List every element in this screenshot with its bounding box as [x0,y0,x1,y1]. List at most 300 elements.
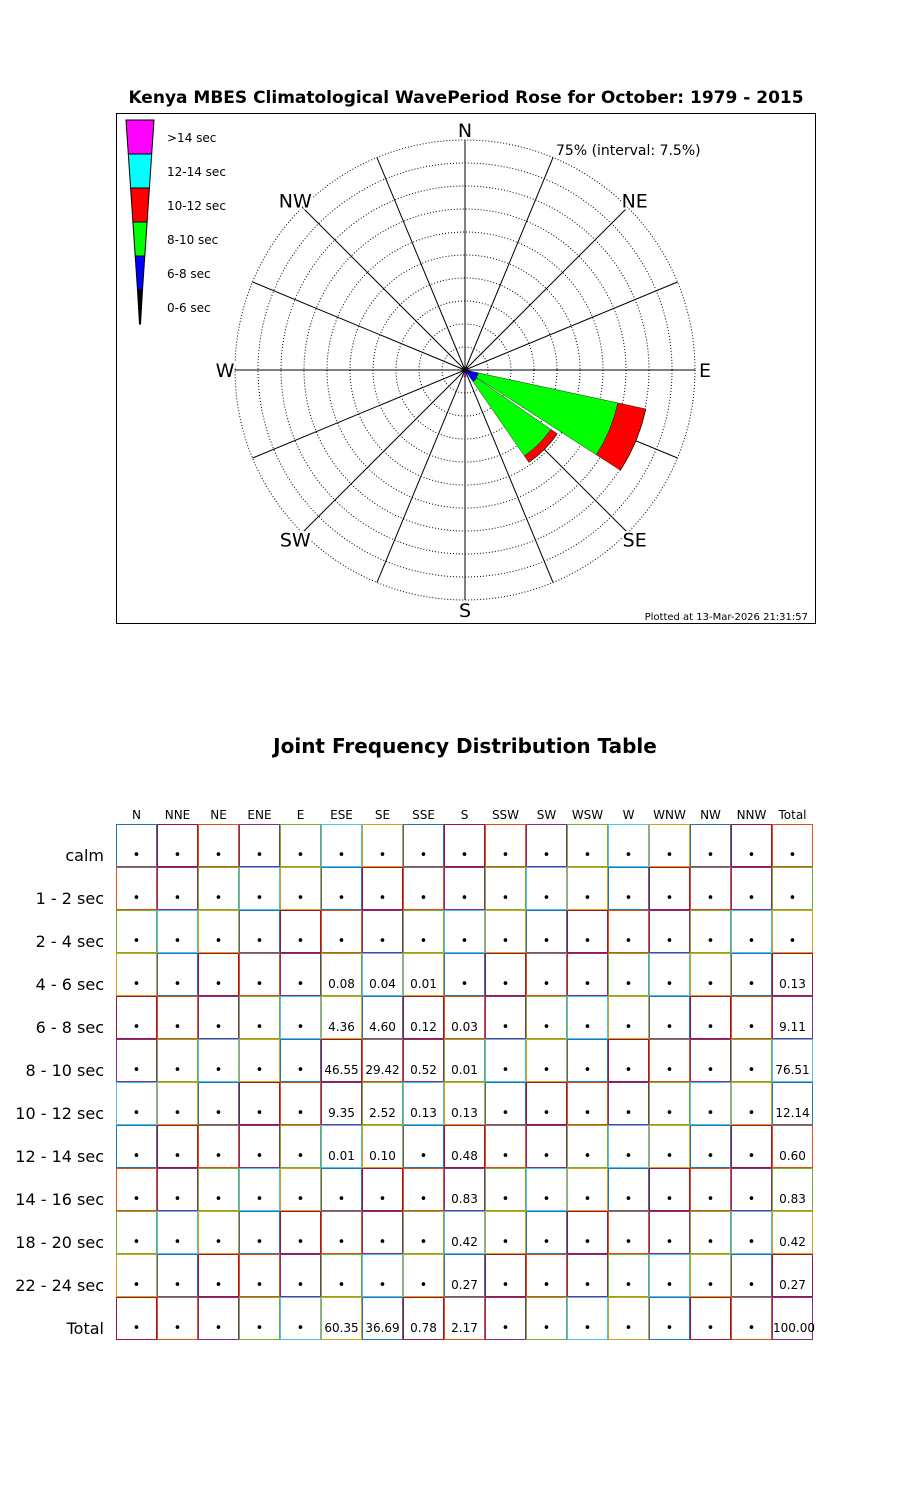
cell-value: • [132,891,141,906]
table-cell [362,1211,403,1254]
table-cell [649,910,690,953]
table-title: Joint Frequency Distribution Table [273,734,657,758]
cell-value: 12.14 [775,1106,810,1120]
table-cell [362,867,403,910]
table-cell [362,1082,403,1125]
cell-value: • [296,1278,305,1293]
cell-value: • [583,1278,592,1293]
table-cell [321,1254,362,1297]
table-cell [485,1211,526,1254]
table-cell [362,1039,403,1082]
table-cell [444,1039,485,1082]
table-cell [567,953,608,996]
table-cell [526,867,567,910]
cell-value: • [788,934,797,949]
cell-value: • [378,1192,387,1207]
cell-value: 0.01 [410,977,437,991]
table-cell [772,996,813,1039]
cell-value: • [296,934,305,949]
table-cell [403,1082,444,1125]
table-cell [608,1211,649,1254]
row-label: 10 - 12 sec [15,1104,104,1123]
cell-value: • [665,1235,674,1250]
plotted-timestamp: Plotted at 13-Mar-2026 21:31:57 [644,612,808,623]
row-label: 2 - 4 sec [35,932,104,951]
cell-value: • [255,1020,264,1035]
cell-value: • [337,891,346,906]
cell-value: • [337,1278,346,1293]
row-label: 1 - 2 sec [35,889,104,908]
cell-value: 46.55 [324,1063,359,1077]
cell-value: • [460,848,469,863]
table-cell [198,953,239,996]
table-cell [280,953,321,996]
cell-value: • [132,1063,141,1078]
table-cell [280,1082,321,1125]
table-cell [526,996,567,1039]
column-header: ENE [247,808,272,822]
table-cell [772,1211,813,1254]
table-cell [567,1125,608,1168]
cell-value: • [747,1321,756,1336]
table-cell [731,867,772,910]
table-cell [772,1125,813,1168]
legend-swatch [131,188,150,222]
table-cell [526,953,567,996]
table-cell [690,1211,731,1254]
column-header: NE [210,808,227,822]
row-label: calm [65,846,104,865]
cell-value: • [501,1106,510,1121]
cell-value: • [583,848,592,863]
cell-value: • [665,934,674,949]
cell-value: • [296,1149,305,1164]
cell-value: • [501,1235,510,1250]
table-cell [690,1254,731,1297]
cell-value: • [747,1063,756,1078]
table-cell [198,1211,239,1254]
cell-value: • [624,977,633,992]
cell-value: • [624,1192,633,1207]
cell-value: • [583,934,592,949]
table-cell [649,1125,690,1168]
cell-value: 0.27 [779,1278,806,1292]
cell-value: • [132,977,141,992]
table-cell [567,1254,608,1297]
table-cell [280,1168,321,1211]
legend-label: 6-8 sec [167,267,211,281]
cell-value: • [542,1278,551,1293]
table-cell [567,910,608,953]
table-cell [198,1039,239,1082]
table-cell [239,996,280,1039]
direction-spoke [302,207,465,370]
row-label: 12 - 14 sec [15,1147,104,1166]
cell-value: • [296,1321,305,1336]
row-label: 18 - 20 sec [15,1233,104,1252]
cell-value: • [214,1235,223,1250]
table-cell [157,824,198,867]
cell-value: • [337,1192,346,1207]
table-cell [649,1254,690,1297]
table-cell [280,867,321,910]
cell-value: • [542,1020,551,1035]
cell-value: • [460,891,469,906]
cell-value: • [706,1063,715,1078]
column-header: SE [374,808,391,822]
cell-value: • [214,1149,223,1164]
table-cell [690,1125,731,1168]
cell-value: • [378,848,387,863]
cell-value: 0.01 [451,1063,478,1077]
cell-value: • [378,934,387,949]
cell-value: • [624,1321,633,1336]
cell-value: 0.78 [410,1321,437,1335]
cell-value: • [255,1149,264,1164]
cell-value: 100.00 [773,1321,815,1335]
radial-scale-annotation: 75% (interval: 7.5%) [556,143,701,159]
cell-value: • [214,891,223,906]
table-cell [608,910,649,953]
cell-value: • [173,1235,182,1250]
cell-value: • [255,934,264,949]
table-cell [321,1297,362,1340]
table-cell [239,1254,280,1297]
table-cell [608,1254,649,1297]
cell-value: • [624,1106,633,1121]
table-cell [116,1297,157,1340]
cell-value: • [337,1235,346,1250]
table-cell [772,1254,813,1297]
table-cell [116,996,157,1039]
cell-value: • [214,1063,223,1078]
cell-value: 60.35 [324,1321,359,1335]
row-label: 6 - 8 sec [35,1018,104,1037]
table-cell [116,1211,157,1254]
table-cell [116,1082,157,1125]
table-cell [362,1254,403,1297]
table-cell [567,824,608,867]
cell-value: • [132,1235,141,1250]
cell-value: • [132,1321,141,1336]
cell-value: • [132,1149,141,1164]
direction-spoke [377,370,465,582]
table-cell [239,824,280,867]
cell-value: • [132,848,141,863]
cell-value: • [747,1192,756,1207]
table-cell [567,867,608,910]
cell-value: 9.35 [328,1106,355,1120]
table-cell [403,953,444,996]
cell-value: • [419,848,428,863]
cell-value: • [214,934,223,949]
cell-value: • [132,1278,141,1293]
cell-value: 0.03 [451,1020,478,1034]
direction-label-se: SE [622,529,647,552]
table-cell [116,910,157,953]
cell-value: • [542,1106,551,1121]
table-cell [731,1168,772,1211]
table-cell [485,1039,526,1082]
cell-value: • [583,977,592,992]
table-cell [690,824,731,867]
cell-value: • [501,1063,510,1078]
cell-value: 4.60 [369,1020,396,1034]
cell-value: 4.36 [328,1020,355,1034]
table-cell [280,1254,321,1297]
cell-value: • [706,1321,715,1336]
cell-value: • [501,1149,510,1164]
table-cell [444,1082,485,1125]
cell-value: • [214,1278,223,1293]
table-cell [362,824,403,867]
table-cell [731,1082,772,1125]
cell-value: • [501,977,510,992]
table-cell [567,1082,608,1125]
table-cell [116,1168,157,1211]
table-cell [567,996,608,1039]
table-cell [690,1297,731,1340]
table-cell [444,867,485,910]
table-cell [649,1297,690,1340]
column-header: NNW [736,808,767,822]
legend-label: 0-6 sec [167,301,211,315]
cell-value: • [255,891,264,906]
cell-value: • [706,977,715,992]
cell-value: • [747,1020,756,1035]
cell-value: 36.69 [365,1321,400,1335]
table-cell [649,996,690,1039]
chart-title: Kenya MBES Climatological WavePeriod Rose for October: 1979 - 2015 [128,88,804,108]
cell-value: • [747,1106,756,1121]
cell-value: • [214,1321,223,1336]
legend-label: >14 sec [167,131,217,145]
cell-value: • [419,1235,428,1250]
cell-value: • [583,1020,592,1035]
table-cell [362,1168,403,1211]
table-cell [403,1254,444,1297]
table-cell [608,824,649,867]
table-cell [731,1039,772,1082]
column-header: W [622,808,635,822]
cell-value: • [255,848,264,863]
table-cell [444,824,485,867]
table-cell [321,910,362,953]
cell-value: • [624,1020,633,1035]
table-cell [157,1082,198,1125]
table-cell [608,996,649,1039]
table-cell [526,1082,567,1125]
cell-value: 0.83 [779,1192,806,1206]
cell-value: • [706,1192,715,1207]
cell-value: • [173,1321,182,1336]
cell-value: • [255,1063,264,1078]
direction-label-ne: NE [621,190,648,213]
cell-value: • [747,848,756,863]
table-cell [444,996,485,1039]
table-cell [116,1254,157,1297]
table-cell [772,910,813,953]
table-cell [731,1297,772,1340]
legend-label: 8-10 sec [167,233,219,247]
direction-label-s: S [458,600,472,622]
table-cell [772,953,813,996]
cell-value: • [378,1278,387,1293]
table-cell [198,1254,239,1297]
cell-value: • [542,1321,551,1336]
direction-spoke [253,282,465,370]
table-cell [567,1168,608,1211]
cell-value: • [173,1020,182,1035]
table-cell [403,1125,444,1168]
cell-value: • [665,1278,674,1293]
table-cell [321,996,362,1039]
table-cell [608,1039,649,1082]
direction-spoke [465,282,677,370]
cell-value: • [542,1235,551,1250]
table-cell [608,953,649,996]
table-cell [280,1125,321,1168]
direction-spoke [302,370,465,533]
cell-value: 0.27 [451,1278,478,1292]
column-header: SSW [491,808,520,822]
table-cell [362,1125,403,1168]
column-header: SW [536,808,557,822]
cell-value: • [132,1106,141,1121]
table-cell [731,1125,772,1168]
row-label: 14 - 16 sec [15,1190,104,1209]
table-cell [444,1168,485,1211]
cell-value: • [214,1192,223,1207]
cell-value: 0.04 [369,977,396,991]
table-cell [239,867,280,910]
table-cell [321,824,362,867]
cell-value: 29.42 [365,1063,400,1077]
cell-value: • [460,934,469,949]
cell-value: • [665,848,674,863]
table-cell [116,953,157,996]
cell-value: • [665,891,674,906]
table-cell [403,1168,444,1211]
cell-value: 0.60 [779,1149,806,1163]
column-header: ESE [330,808,353,822]
cell-value: • [378,891,387,906]
table-cell [485,1125,526,1168]
table-cell [239,1211,280,1254]
table-cell [157,1125,198,1168]
cell-value: • [747,1149,756,1164]
cell-value: • [624,934,633,949]
table-cell [608,867,649,910]
table-cell [485,1297,526,1340]
direction-spoke [465,158,553,370]
table-cell [157,867,198,910]
cell-value: • [132,1020,141,1035]
table-cell [526,1254,567,1297]
cell-value: • [296,848,305,863]
table-cell [649,1168,690,1211]
table-cell [567,1039,608,1082]
cell-value: • [173,1278,182,1293]
table-cell [444,953,485,996]
cell-value: • [624,1149,633,1164]
column-header: SSE [412,808,435,822]
table-cell [608,1082,649,1125]
cell-value: • [706,1020,715,1035]
cell-value: • [542,977,551,992]
legend-swatch [138,290,143,324]
cell-value: • [214,977,223,992]
cell-value: • [583,1321,592,1336]
cell-value: 0.83 [451,1192,478,1206]
table-cell [198,1168,239,1211]
cell-value: • [747,1235,756,1250]
cell-value: • [501,1321,510,1336]
cell-value: • [706,1149,715,1164]
table-cell [116,1039,157,1082]
table-cell [239,1039,280,1082]
table-cell [731,1211,772,1254]
table-cell [362,910,403,953]
cell-value: • [337,848,346,863]
table-cell [526,824,567,867]
direction-spoke [253,370,465,458]
legend-swatch [133,222,147,256]
column-header: Total [778,808,807,822]
cell-value: • [706,1278,715,1293]
table-cell [772,1297,813,1340]
table-cell [526,1168,567,1211]
cell-value: • [583,1106,592,1121]
cell-value: • [624,848,633,863]
cell-value: • [296,1020,305,1035]
cell-value: • [173,1106,182,1121]
table-cell [772,1082,813,1125]
table-cell [731,953,772,996]
rose-segment-s-12-14-sec [465,371,466,372]
table-cell [485,996,526,1039]
cell-value: • [501,1278,510,1293]
cell-value: • [132,1192,141,1207]
table-cell [485,910,526,953]
cell-value: • [542,1149,551,1164]
cell-value: • [296,1192,305,1207]
cell-value: • [706,891,715,906]
table-cell [444,1254,485,1297]
cell-value: • [665,1192,674,1207]
legend-label: 12-14 sec [167,165,226,179]
column-header: WNW [653,808,686,822]
cell-value: 76.51 [775,1063,810,1077]
table-cell [690,996,731,1039]
cell-value: • [501,1020,510,1035]
column-header: E [296,808,305,822]
table-cell [731,824,772,867]
table-cell [403,1039,444,1082]
legend-swatch [128,154,151,188]
cell-value: 0.13 [410,1106,437,1120]
cell-value: 2.17 [451,1321,478,1335]
cell-value: • [173,934,182,949]
table-cell [280,1039,321,1082]
table-cell [526,1297,567,1340]
table-cell [444,1297,485,1340]
cell-value: • [255,1192,264,1207]
table-cell [116,824,157,867]
cell-value: • [296,891,305,906]
table-cell [731,1254,772,1297]
table-cell [198,824,239,867]
